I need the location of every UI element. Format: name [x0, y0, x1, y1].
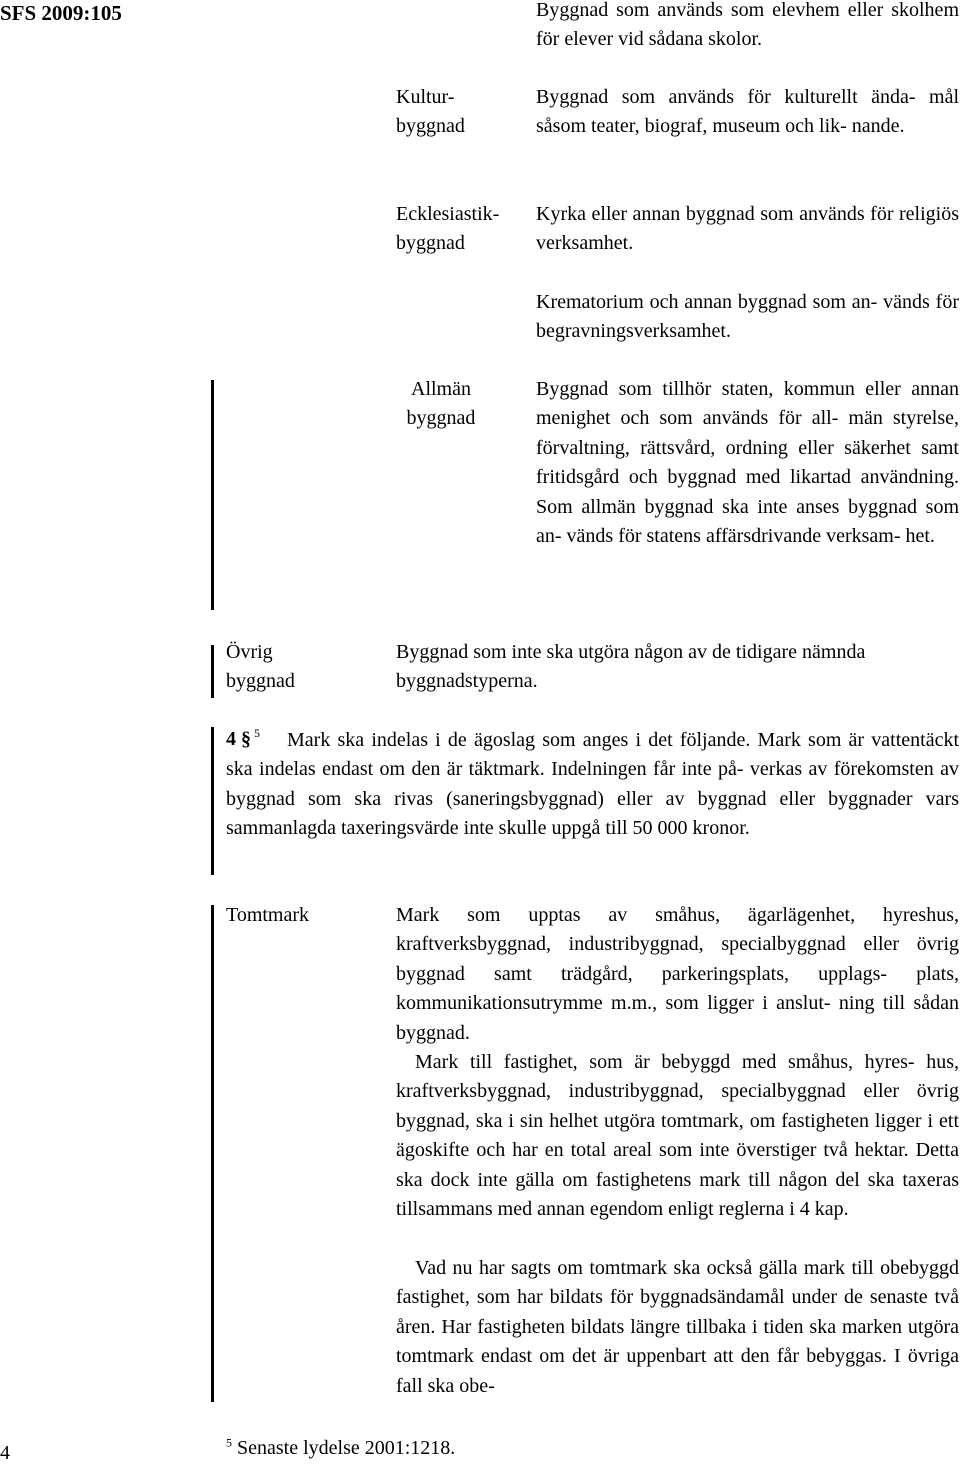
- change-bar: [211, 905, 214, 1402]
- term-ecklesiastikbyggnad: Ecklesiastik- byggnad: [396, 203, 500, 255]
- term-ovrig-byggnad: Övrig byggnad: [226, 641, 295, 693]
- definition-text-kulturbyggnad: Byggnad som används för kulturellt ända- mål såsom teater, biograf, museum och lik- nande.: [536, 86, 959, 138]
- tomtmark-paragraph-1: Mark som upptas av småhus, ägarlägenhet, hyreshus, kraftverksbyggnad, industribyggnad, specialbyggnad eller övrig byggnad samt trädgård, parkeringsplats, upplags- plats, kommunikationsutrymme m.m., som ligger i anslut- ning till sådan byggnad.: [396, 904, 959, 1044]
- definition-text-ovrig-byggnad: Byggnad som inte ska utgöra någon av de tidigare nämnda byggnadstyperna.: [396, 641, 866, 693]
- section-4-text: Mark ska indelas i de ägoslag som anges i det följande. Mark som är vattentäckt ska indelas endast om den är täktmark. Indelningen får inte på- verkas av förekomsten av byggnad som ska rivas (saneringsbyggnad) eller av byggnad eller byggnader vars sammanlagda taxeringsvärde inte skulle uppgå till 50 000 kronor.: [226, 729, 959, 840]
- definition-text-ecklesiastikbyggnad: Kyrka eller annan byggnad som används för religiös verksamhet.: [536, 203, 959, 255]
- footnote: [226, 1437, 455, 1460]
- term-allman-byggnad: Allmän byggnad: [406, 378, 476, 430]
- section-number-text: 4 §: [226, 728, 251, 750]
- tomtmark-paragraph-3: Vad nu har sagts om tomtmark ska också gälla mark till obebyggd fastighet, som har bildats för byggnadsändamål under de senaste två åren. Har fastigheten bildats längre tillbaka i tiden ska marken utgöra tomtmark endast om det är uppenbart att den får bebyggas. I övriga fall ska obe-: [396, 1257, 959, 1397]
- footnote-reference: 5: [254, 726, 260, 741]
- change-bar: [211, 645, 214, 698]
- footnote-text: Senaste lydelse 2001:1218.: [237, 1437, 456, 1459]
- tomtmark-paragraph-2: Mark till fastighet, som är bebyggd med småhus, hyres- hus, kraftverksbyggnad, industribyggnad, specialbyggnad eller övrig byggnad, ska i sin helhet utgöra tomtmark, om fastigheten ligger i ett ägoskifte och har en total areal som inte överstiger två hektar. Detta ska dock inte gälla om fastighetens mark till någon del ska taxeras tillsammans med annan egendom enligt reglerna i 4 kap.: [396, 1051, 959, 1221]
- term-kulturbyggnad: Kultur- byggnad: [396, 86, 465, 138]
- page-number: 4: [0, 1442, 10, 1464]
- change-bar: [211, 727, 214, 875]
- footnote-number: 5: [226, 1435, 232, 1450]
- definition-text-krematorium: Krematorium och annan byggnad som an- vänds för begravningsverksamhet.: [536, 291, 959, 343]
- document-id: SFS 2009:105: [0, 1, 122, 25]
- definition-text-elevhem: Byggnad som används som elevhem eller skolhem för elever vid sådana skolor.: [536, 0, 959, 51]
- definition-text-allman-byggnad: Byggnad som tillhör staten, kommun eller annan menighet och som används för all- män styrelse, förvaltning, rättsvård, ordning eller säkerhet samt fritidsgård och byggnad med likartad användning. Som allmän byggnad ska inte anses byggnad som an- vänds för statens affärsdrivande verksam- het.: [536, 378, 959, 548]
- term-tomtmark: Tomtmark: [226, 904, 310, 926]
- change-bar: [211, 380, 214, 610]
